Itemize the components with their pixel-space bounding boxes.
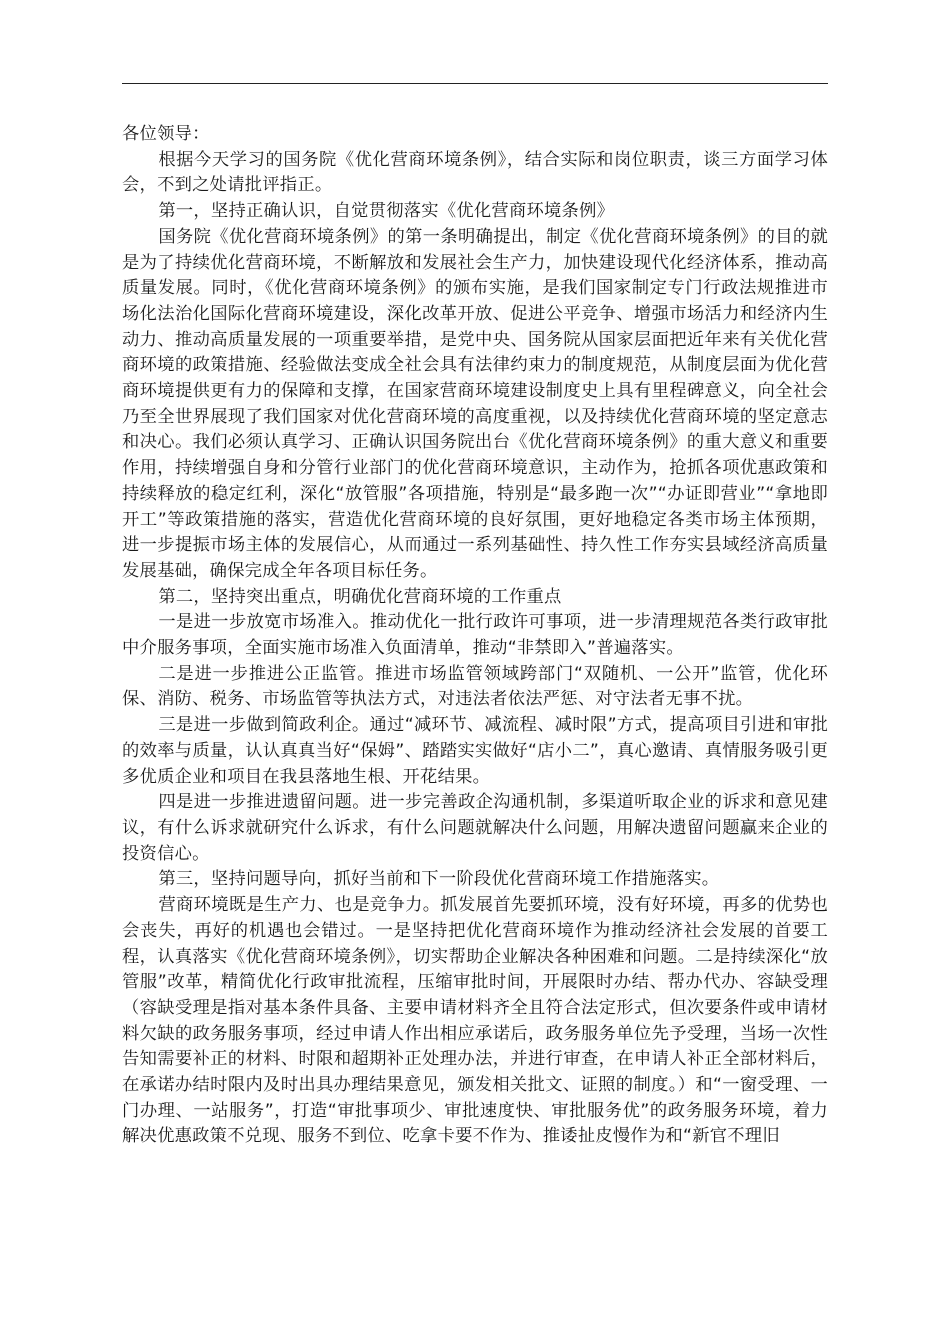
body-paragraph: 国务院《优化营商环境条例》的第一条明确提出，制定《优化营商环境条例》的目的就是为了持续优化营商环境，不断解放和发展社会生产力，加快建设现代化经济体系，推动高质量发展。同时，《优化营商环境条例》的颁布实施，是我们国家制定专门行政法规推进市场化法治化国际化营商环境建设，深化改革开放、促进公平竞争、增强市场活力和经济内生动力、推动高质量发展的一项重要举措，是党中央、国务院从国家层面把近年来有关优化营商环境的政策措施、经验做法变成全社会具有法律约束力的制度规范，从制度层面为优化营商环境提供更有力的保障和支撑，在国家营商环境建设制度史上具有里程碑意义，向全社会乃至全世界展现了我们国家对优化营商环境的高度重视，以及持续优化营商环境的坚定意志和决心。我们必须认真学习、正确认识国务院出台《优化营商环境条例》的重大意义和重要作用，持续增强自身和分管行业部门的优化营商环境意识，主动作为，抢抓各项优惠政策和持续释放的稳定红利，深化“放管服”各项措施，特别是“最多跑一次”“办证即营业”“拿地即开工”等政策措施的落实，营造优化营商环境的良好氛围，更好地稳定各类市场主体预期，进一步提振市场主体的发展信心，从而通过一系列基础性、持久性工作夯实县域经济高质量发展基础，确保完成全年各项目标任务。 [122, 226, 828, 581]
section-heading-2: 第二，坚持突出重点，明确优化营商环境的工作重点 [158, 586, 562, 607]
body-paragraph: 四是进一步推进遗留问题。进一步完善政企沟通机制，多渠道听取企业的诉求和意见建议，有什么诉求就研究什么诉求，有什么问题就解决什么问题，用解决遗留问题赢来企业的投资信心。 [122, 792, 828, 864]
document-body [122, 122, 828, 1150]
body-paragraph: 一是进一步放宽市场准入。推动优化一批行政许可事项，进一步清理规范各类行政审批中介服务事项，全面实施市场准入负面清单，推动“非禁即入”普遍落实。 [122, 612, 828, 659]
body-paragraph: 三是进一步做到简政利企。通过“减环节、减流程、减时限”方式，提高项目引进和审批的效率与质量，认认真真当好“保姆”、踏踏实实做好“店小二”，真心邀请、真情服务吸引更多优质企业和项目在我县落地生根、开花结果。 [122, 715, 828, 787]
section-heading-1: 第一，坚持正确认识，自觉贯彻落实《优化营商环境条例》 [158, 201, 615, 222]
body-paragraph: 营商环境既是生产力、也是竞争力。抓发展首先要抓环境，没有好环境，再多的优势也会丧失，再好的机遇也会错过。一是坚持把优化营商环境作为推动经济社会发展的首要工程，认真落实《优化营商环境条例》，切实帮助企业解决各种困难和问题。二是持续深化“放管服”改革，精简优化行政审批流程，压缩审批时间，开展限时办结、帮办代办、容缺受理（容缺受理是指对基本条件具备、主要申请材料齐全且符合法定形式，但次要条件或申请材料欠缺的政务服务事项，经过申请人作出相应承诺后，政务服务单位先予受理，当场一次性告知需要补正的材料、时限和超期补正处理办法，并进行审查，在申请人补正全部材料后，在承诺办结时限内及时出具办理结果意见，颁发相关批文、证照的制度。）和“一窗受理、一门办理、一站服务”，打造“审批事项少、审批速度快、审批服务优”的政务服务环境，着力解决优惠政策不兑现、服务不到位、吃拿卡要不作为、推诿扯皮慢作为和“新官不理旧 [122, 895, 828, 1147]
salutation: 各位领导： [122, 124, 210, 144]
section-heading-3: 第三，坚持问题导向，抓好当前和下一阶段优化营商环境工作措施落实。 [158, 869, 720, 890]
intro-paragraph: 根据今天学习的国务院《优化营商环境条例》，结合实际和岗位职责，谈三方面学习体会，不到之处请批评指正。 [122, 149, 828, 196]
header-rule [122, 83, 828, 84]
body-paragraph: 二是进一步推进公正监管。推进市场监管领域跨部门“双随机、一公开”监管，优化环保、消防、税务、市场监管等执法方式，对违法者依法严惩、对守法者无事不扰。 [122, 663, 828, 710]
